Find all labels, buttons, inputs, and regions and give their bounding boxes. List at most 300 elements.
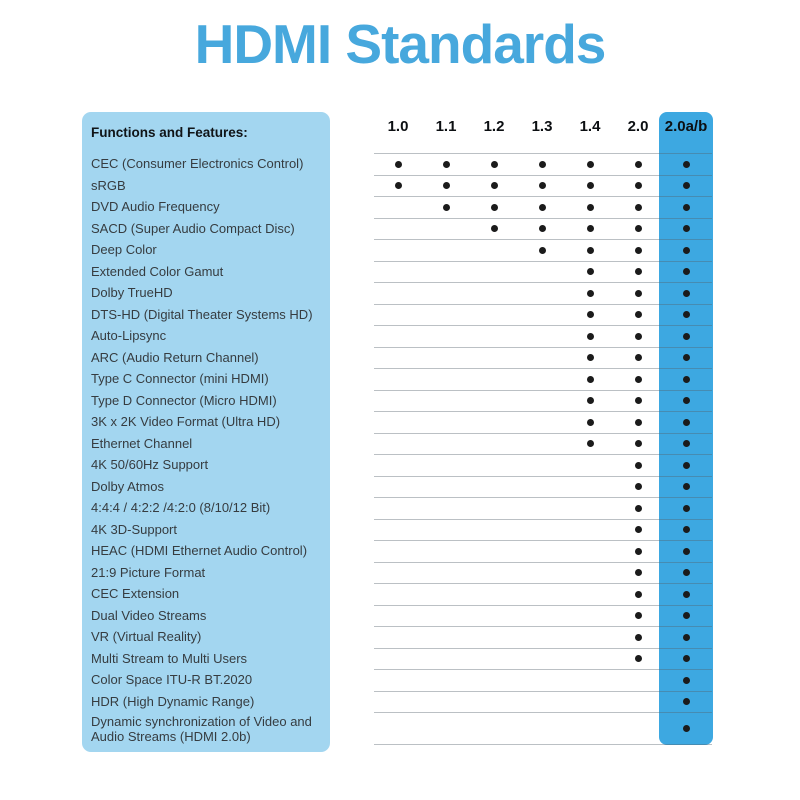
feature-label: DVD Audio Frequency	[91, 199, 220, 215]
feature-label: ARC (Audio Return Channel)	[91, 349, 259, 365]
empty-cell	[470, 584, 518, 605]
feature-label: HEAC (HDMI Ethernet Audio Control)	[91, 543, 308, 559]
empty-cell	[422, 520, 470, 541]
supported-dot-cell	[662, 692, 710, 713]
support-dot-icon	[635, 376, 642, 383]
supported-dot-cell	[662, 520, 710, 541]
version-label-12: 1.2	[483, 118, 505, 135]
support-row	[374, 454, 712, 476]
empty-cell	[374, 369, 422, 390]
feature-label: VR (Virtual Reality)	[91, 629, 202, 645]
supported-dot-cell	[614, 412, 662, 433]
support-dot-icon	[635, 161, 642, 168]
support-dot-icon	[683, 591, 690, 598]
supported-dot-cell	[662, 713, 710, 744]
empty-cell	[614, 692, 662, 713]
features-panel	[82, 112, 330, 752]
empty-cell	[518, 262, 566, 283]
support-dot-icon	[539, 247, 546, 254]
support-dot-icon	[683, 419, 690, 426]
feature-label: CEC (Consumer Electronics Control)	[91, 156, 304, 172]
empty-cell	[518, 412, 566, 433]
feature-label: Dynamic synchronization of Video and Audio Streams (HDMI 2.0b)	[91, 714, 312, 744]
support-dot-icon	[635, 569, 642, 576]
empty-cell	[518, 434, 566, 455]
support-dot-icon	[683, 311, 690, 318]
support-dot-icon	[683, 290, 690, 297]
supported-dot-cell	[566, 240, 614, 261]
supported-dot-cell	[614, 154, 662, 175]
supported-dot-cell	[518, 197, 566, 218]
empty-cell	[422, 305, 470, 326]
supported-dot-cell	[470, 219, 518, 240]
support-row	[374, 691, 712, 713]
version-label-13: 1.3	[531, 118, 553, 135]
empty-cell	[422, 692, 470, 713]
support-dot-icon	[491, 225, 498, 232]
supported-dot-cell	[470, 197, 518, 218]
empty-cell	[374, 326, 422, 347]
empty-cell	[518, 692, 566, 713]
empty-cell	[422, 541, 470, 562]
feature-label: 21:9 Picture Format	[91, 564, 206, 580]
empty-cell	[518, 498, 566, 519]
support-row	[374, 669, 712, 691]
empty-cell	[518, 627, 566, 648]
supported-dot-cell	[662, 391, 710, 412]
supported-dot-cell	[614, 541, 662, 562]
empty-cell	[422, 391, 470, 412]
support-row	[374, 175, 712, 197]
support-dot-icon	[587, 225, 594, 232]
support-dot-icon	[683, 397, 690, 404]
version-label-10: 1.0	[387, 118, 409, 135]
supported-dot-cell	[518, 240, 566, 261]
empty-cell	[422, 498, 470, 519]
empty-cell	[422, 606, 470, 627]
empty-cell	[422, 627, 470, 648]
support-row	[374, 325, 712, 347]
supported-dot-cell	[662, 606, 710, 627]
supported-dot-cell	[566, 348, 614, 369]
empty-cell	[566, 584, 614, 605]
empty-cell	[422, 262, 470, 283]
supported-dot-cell	[614, 455, 662, 476]
support-row	[374, 519, 712, 541]
support-dot-icon	[587, 397, 594, 404]
version-label-14: 1.4	[579, 118, 601, 135]
support-dot-icon	[635, 634, 642, 641]
features-panel-header: Functions and Features:	[91, 125, 248, 140]
feature-label: Type C Connector (mini HDMI)	[91, 371, 269, 387]
supported-dot-cell	[566, 305, 614, 326]
support-row	[374, 626, 712, 648]
feature-label: DTS-HD (Digital Theater Systems HD)	[91, 306, 313, 322]
empty-cell	[422, 412, 470, 433]
support-dot-icon	[683, 548, 690, 555]
empty-cell	[374, 283, 422, 304]
empty-cell	[470, 348, 518, 369]
feature-label: 3K x 2K Video Format (Ultra HD)	[91, 414, 281, 430]
empty-cell	[422, 670, 470, 691]
empty-cell	[374, 240, 422, 261]
supported-dot-cell	[662, 498, 710, 519]
supported-dot-cell	[614, 391, 662, 412]
empty-cell	[566, 541, 614, 562]
empty-cell	[374, 498, 422, 519]
support-row	[374, 411, 712, 433]
supported-dot-cell	[662, 584, 710, 605]
supported-dot-cell	[470, 176, 518, 197]
empty-cell	[470, 563, 518, 584]
supported-dot-cell	[614, 649, 662, 670]
support-dot-icon	[635, 591, 642, 598]
empty-cell	[422, 348, 470, 369]
feature-label: Ethernet Channel	[91, 435, 193, 451]
support-dot-icon	[635, 483, 642, 490]
support-row	[374, 712, 712, 745]
support-dot-icon	[683, 333, 690, 340]
empty-cell	[422, 563, 470, 584]
empty-cell	[422, 477, 470, 498]
empty-cell	[614, 713, 662, 744]
supported-dot-cell	[614, 606, 662, 627]
support-dot-icon	[683, 247, 690, 254]
empty-cell	[374, 541, 422, 562]
feature-label: CEC Extension	[91, 586, 180, 602]
support-row	[374, 282, 712, 304]
support-dot-icon	[395, 161, 402, 168]
supported-dot-cell	[614, 520, 662, 541]
supported-dot-cell	[662, 627, 710, 648]
empty-cell	[470, 649, 518, 670]
support-row	[374, 304, 712, 326]
empty-cell	[470, 627, 518, 648]
empty-cell	[566, 670, 614, 691]
supported-dot-cell	[566, 262, 614, 283]
support-dot-icon	[683, 225, 690, 232]
supported-dot-cell	[614, 219, 662, 240]
support-row	[374, 368, 712, 390]
feature-label: HDR (High Dynamic Range)	[91, 693, 255, 709]
support-dot-icon	[587, 354, 594, 361]
support-dot-icon	[683, 161, 690, 168]
feature-label: Color Space ITU-R BT.2020	[91, 672, 253, 688]
supported-dot-cell	[614, 477, 662, 498]
supported-dot-cell	[614, 563, 662, 584]
empty-cell	[518, 477, 566, 498]
support-dot-icon	[587, 333, 594, 340]
supported-dot-cell	[662, 434, 710, 455]
empty-cell	[518, 326, 566, 347]
support-dot-icon	[683, 677, 690, 684]
empty-cell	[566, 692, 614, 713]
empty-cell	[614, 670, 662, 691]
page-title: HDMI Standards	[194, 13, 606, 75]
support-dot-icon	[683, 204, 690, 211]
support-dot-icon	[587, 419, 594, 426]
support-dot-icon	[683, 698, 690, 705]
support-dot-icon	[635, 548, 642, 555]
support-row	[374, 540, 712, 562]
supported-dot-cell	[374, 154, 422, 175]
support-dot-icon	[539, 204, 546, 211]
empty-cell	[470, 498, 518, 519]
empty-cell	[518, 670, 566, 691]
empty-cell	[518, 455, 566, 476]
feature-label: 4K 50/60Hz Support	[91, 457, 209, 473]
supported-dot-cell	[374, 176, 422, 197]
empty-cell	[518, 649, 566, 670]
supported-dot-cell	[566, 176, 614, 197]
support-dot-icon	[587, 311, 594, 318]
support-dot-icon	[635, 268, 642, 275]
empty-cell	[374, 584, 422, 605]
supported-dot-cell	[662, 283, 710, 304]
supported-dot-cell	[662, 240, 710, 261]
support-dot-icon	[635, 204, 642, 211]
support-dot-icon	[635, 440, 642, 447]
feature-label: Dual Video Streams	[91, 607, 207, 623]
support-dot-icon	[587, 268, 594, 275]
supported-dot-cell	[470, 154, 518, 175]
support-dot-icon	[683, 634, 690, 641]
support-dot-icon	[587, 376, 594, 383]
empty-cell	[566, 713, 614, 744]
empty-cell	[374, 713, 422, 744]
empty-cell	[374, 670, 422, 691]
supported-dot-cell	[662, 541, 710, 562]
support-dot-icon	[635, 655, 642, 662]
supported-dot-cell	[662, 326, 710, 347]
empty-cell	[470, 477, 518, 498]
support-row	[374, 583, 712, 605]
support-row	[374, 476, 712, 498]
empty-cell	[518, 348, 566, 369]
empty-cell	[518, 606, 566, 627]
feature-label: 4:4:4 / 4:2:2 /4:2:0 (8/10/12 Bit)	[91, 500, 271, 516]
empty-cell	[374, 262, 422, 283]
empty-cell	[470, 305, 518, 326]
version-label-20: 2.0	[627, 118, 649, 135]
support-matrix	[374, 112, 712, 745]
supported-dot-cell	[662, 455, 710, 476]
empty-cell	[422, 649, 470, 670]
support-dot-icon	[635, 354, 642, 361]
empty-cell	[470, 412, 518, 433]
feature-label: Multi Stream to Multi Users	[91, 650, 248, 666]
version-header-row	[374, 112, 712, 153]
empty-cell	[566, 627, 614, 648]
empty-cell	[566, 477, 614, 498]
support-dot-icon	[683, 483, 690, 490]
support-dot-icon	[683, 505, 690, 512]
supported-dot-cell	[662, 670, 710, 691]
support-row	[374, 153, 712, 175]
support-dot-icon	[683, 725, 690, 732]
empty-cell	[374, 563, 422, 584]
supported-dot-cell	[614, 283, 662, 304]
empty-cell	[470, 541, 518, 562]
supported-dot-cell	[614, 627, 662, 648]
support-row	[374, 433, 712, 455]
empty-cell	[422, 584, 470, 605]
empty-cell	[518, 541, 566, 562]
support-dot-icon	[491, 161, 498, 168]
support-row	[374, 218, 712, 240]
supported-dot-cell	[662, 649, 710, 670]
empty-cell	[566, 498, 614, 519]
supported-dot-cell	[566, 219, 614, 240]
support-dot-icon	[683, 376, 690, 383]
empty-cell	[566, 649, 614, 670]
empty-cell	[422, 713, 470, 744]
empty-cell	[518, 520, 566, 541]
feature-label: Extended Color Gamut	[91, 263, 224, 279]
empty-cell	[470, 434, 518, 455]
support-dot-icon	[587, 204, 594, 211]
support-dot-icon	[683, 655, 690, 662]
empty-cell	[518, 391, 566, 412]
support-dot-icon	[443, 161, 450, 168]
supported-dot-cell	[518, 219, 566, 240]
supported-dot-cell	[614, 348, 662, 369]
supported-dot-cell	[614, 176, 662, 197]
supported-dot-cell	[662, 348, 710, 369]
support-dot-icon	[395, 182, 402, 189]
support-dot-icon	[683, 268, 690, 275]
supported-dot-cell	[614, 498, 662, 519]
feature-label: Deep Color	[91, 242, 157, 258]
supported-dot-cell	[566, 412, 614, 433]
feature-label: 4K 3D-Support	[91, 521, 177, 537]
support-dot-icon	[587, 182, 594, 189]
empty-cell	[470, 455, 518, 476]
empty-cell	[518, 283, 566, 304]
empty-cell	[470, 262, 518, 283]
supported-dot-cell	[614, 262, 662, 283]
supported-dot-cell	[422, 176, 470, 197]
empty-cell	[422, 240, 470, 261]
supported-dot-cell	[662, 154, 710, 175]
feature-label: SACD (Super Audio Compact Disc)	[91, 220, 295, 236]
supported-dot-cell	[566, 391, 614, 412]
dot-grid	[374, 153, 712, 745]
support-row	[374, 239, 712, 261]
support-dot-icon	[635, 290, 642, 297]
support-dot-icon	[635, 182, 642, 189]
supported-dot-cell	[662, 197, 710, 218]
empty-cell	[470, 606, 518, 627]
supported-dot-cell	[614, 197, 662, 218]
support-dot-icon	[635, 612, 642, 619]
feature-label: Type D Connector (Micro HDMI)	[91, 392, 277, 408]
supported-dot-cell	[518, 176, 566, 197]
empty-cell	[422, 434, 470, 455]
support-dot-icon	[635, 247, 642, 254]
empty-cell	[374, 434, 422, 455]
empty-cell	[374, 197, 422, 218]
empty-cell	[470, 369, 518, 390]
support-dot-icon	[587, 161, 594, 168]
supported-dot-cell	[662, 412, 710, 433]
support-row	[374, 196, 712, 218]
supported-dot-cell	[662, 305, 710, 326]
empty-cell	[374, 348, 422, 369]
feature-label: Dolby Atmos	[91, 478, 164, 494]
support-row	[374, 390, 712, 412]
empty-cell	[374, 627, 422, 648]
support-dot-icon	[443, 204, 450, 211]
support-dot-icon	[635, 397, 642, 404]
supported-dot-cell	[518, 154, 566, 175]
supported-dot-cell	[614, 434, 662, 455]
empty-cell	[470, 326, 518, 347]
empty-cell	[422, 455, 470, 476]
support-dot-icon	[491, 182, 498, 189]
support-dot-icon	[635, 225, 642, 232]
empty-cell	[422, 283, 470, 304]
feature-label: Dolby TrueHD	[91, 285, 173, 301]
support-dot-icon	[491, 204, 498, 211]
support-dot-icon	[587, 290, 594, 297]
support-dot-icon	[635, 462, 642, 469]
features-list	[82, 153, 330, 745]
support-row	[374, 497, 712, 519]
support-dot-icon	[683, 462, 690, 469]
support-row	[374, 605, 712, 627]
empty-cell	[422, 369, 470, 390]
support-dot-icon	[683, 569, 690, 576]
supported-dot-cell	[566, 154, 614, 175]
support-dot-icon	[635, 505, 642, 512]
empty-cell	[470, 391, 518, 412]
supported-dot-cell	[614, 584, 662, 605]
supported-dot-cell	[662, 262, 710, 283]
empty-cell	[470, 713, 518, 744]
support-dot-icon	[539, 182, 546, 189]
support-dot-icon	[683, 182, 690, 189]
empty-cell	[518, 305, 566, 326]
supported-dot-cell	[566, 197, 614, 218]
empty-cell	[518, 713, 566, 744]
support-dot-icon	[635, 311, 642, 318]
support-dot-icon	[683, 612, 690, 619]
empty-cell	[374, 477, 422, 498]
support-dot-icon	[683, 440, 690, 447]
supported-dot-cell	[566, 326, 614, 347]
support-dot-icon	[683, 354, 690, 361]
empty-cell	[470, 283, 518, 304]
empty-cell	[422, 219, 470, 240]
support-dot-icon	[587, 440, 594, 447]
empty-cell	[374, 455, 422, 476]
support-row	[374, 648, 712, 670]
version-label-20ab: 2.0a/b	[664, 118, 708, 135]
empty-cell	[374, 649, 422, 670]
empty-cell	[518, 563, 566, 584]
supported-dot-cell	[566, 283, 614, 304]
supported-dot-cell	[662, 477, 710, 498]
supported-dot-cell	[422, 197, 470, 218]
support-row	[374, 261, 712, 283]
empty-cell	[470, 520, 518, 541]
support-row	[374, 562, 712, 584]
feature-label: sRGB	[91, 177, 126, 193]
support-dot-icon	[635, 526, 642, 533]
empty-cell	[374, 520, 422, 541]
empty-cell	[422, 326, 470, 347]
